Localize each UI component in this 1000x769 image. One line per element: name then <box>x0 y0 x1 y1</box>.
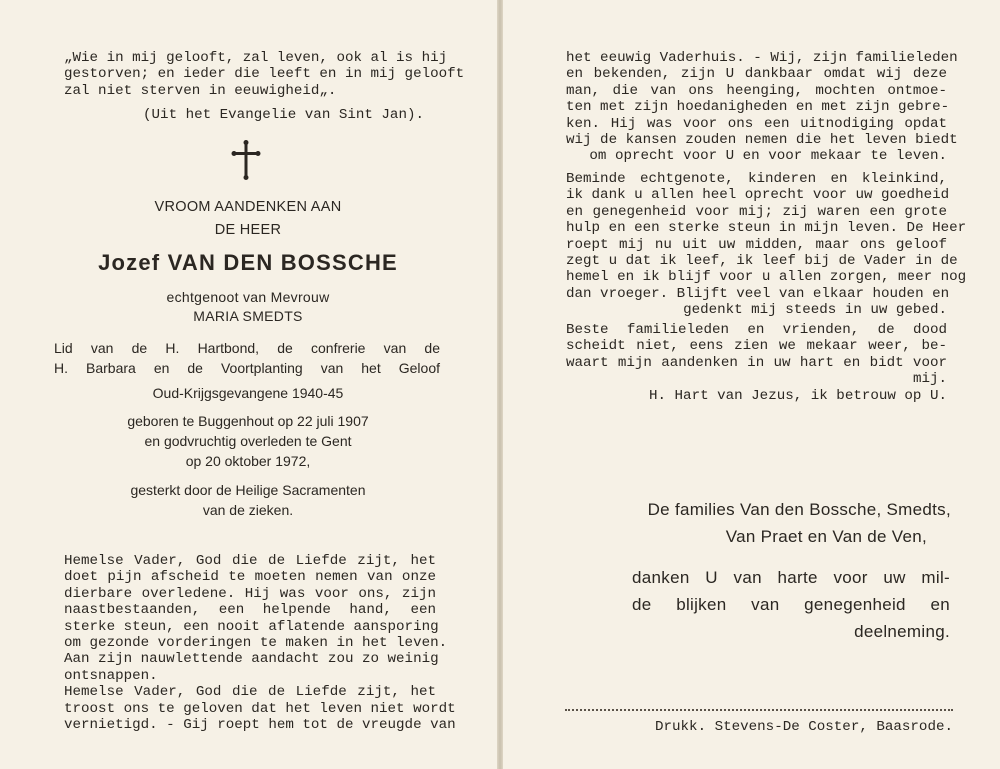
text-line: om oprecht voor U en voor mekaar te leven. <box>589 148 947 165</box>
text-line: hemel en ik blijf voor u allen zorgen, meer nog <box>566 269 967 286</box>
membership-line: H. Barbara en de Voortplanting van het Geloof <box>54 360 440 376</box>
quote-source: (Uit het Evangelie van Sint Jan). <box>143 107 424 123</box>
deceased-name: Jozef VAN DEN BOSSCHE <box>98 250 398 275</box>
prayer-line: troost ons te geloven dat het leven niet wordt <box>64 700 456 717</box>
thanks-text <box>632 564 950 645</box>
text-line: gedenkt mij steeds in uw gebed. <box>683 302 947 319</box>
prayer-line: Hemelse Vader, God die de Liefde zijt, het <box>64 553 436 569</box>
thanks-line: deelneming. <box>854 622 950 641</box>
membership-line: Lid van de H. Hartbond, de confrerie van de <box>54 340 440 356</box>
prayer-line: Aan zijn nauwlettende aandacht zou zo weinig <box>64 651 439 668</box>
dedication-line: DE HEER <box>214 222 282 238</box>
prayer-line: naastbestaanden, een helpende hand, een <box>64 602 436 619</box>
left-page <box>0 0 497 769</box>
prayer-line: dierbare overledene. Hij was voor ons, zijn <box>64 585 436 602</box>
veteran-status: Oud-Krijgsgevangene 1940-45 <box>152 385 344 401</box>
spouse-info <box>60 288 436 326</box>
text-line: Beminde echtgenote, kinderen en kleinkind, <box>566 171 947 187</box>
thanks-line: de blijken van genegenheid en <box>632 595 950 614</box>
sacraments-line: gesterkt door de Heilige Sacramenten <box>130 482 366 498</box>
prayer-line: Hemelse Vader, God die de Liefde zijt, het <box>64 684 436 701</box>
prayer-line: om gezonde vorderingen te maken in het leven. <box>64 635 448 652</box>
text-line: Beste familieleden en vrienden, de dood <box>566 322 947 338</box>
farewell-paragraph <box>566 171 967 319</box>
text-line: ik dank u allen heel oprecht voor uw goedheid <box>566 187 950 204</box>
prayer-line: doet pijn afscheid te moeten nemen van onze <box>64 569 436 586</box>
life-dates <box>60 411 436 471</box>
dates-line: geboren te Buggenhout op 22 juli 1907 <box>127 413 369 429</box>
cross-icon <box>229 140 263 180</box>
text-line: zegt u dat ik leef, ik leef bij de Vader in de <box>566 253 958 270</box>
friends-paragraph <box>566 322 947 388</box>
text-line: scheidt niet, eens zien we mekaar weer, be- <box>566 338 947 355</box>
prayer-text <box>64 553 456 734</box>
quote-line: „Wie in mij gelooft, zal leven, ook al is hij <box>64 50 448 66</box>
gospel-quote <box>64 50 465 99</box>
prayer-line: sterke steun, een nooit aflatende aansporing <box>64 618 439 635</box>
dedication-line: VROOM AANDENKEN AAN <box>154 199 342 215</box>
closing-prayer-line: H. Hart van Jezus, ik betrouw op U. <box>649 388 947 404</box>
text-line: ken. Hij was voor ons een uitnodiging opdat <box>566 115 947 132</box>
text-line: hulp en een sterke steun in mijn leven. De Heer <box>566 220 967 237</box>
dates-line: op 20 oktober 1972, <box>185 453 311 469</box>
closing-prayer <box>566 388 947 404</box>
quote-line: zal niet sterven in eeuwigheid„. <box>64 82 337 99</box>
text-line: dan vroeger. Blijft veel van elkaar houden en <box>566 285 950 302</box>
families-line: Van Praet en Van de Ven, <box>725 527 927 546</box>
sacraments <box>60 480 436 520</box>
text-line: man, die van ons heenging, mochten ontmoe- <box>566 82 947 99</box>
text-line: het eeuwig Vaderhuis. - Wij, zijn familieleden <box>566 50 958 66</box>
text-line: en genegenheid voor mij; zij waren een grote <box>566 203 947 220</box>
dates-line: en godvruchtig overleden te Gent <box>144 433 352 449</box>
spouse-line: echtgenoot van Mevrouw <box>166 289 330 305</box>
dotted-divider <box>565 709 953 711</box>
printer-credit: Drukk. Stevens-De Coster, Baasrode. <box>655 719 953 735</box>
membership-info <box>54 338 440 378</box>
text-line: roept mij nu uit uw midden, maar ons geloof <box>566 236 947 253</box>
text-line: mij. <box>912 371 947 388</box>
right-page <box>503 0 1000 769</box>
spouse-line: MARIA SMEDTS <box>193 308 303 324</box>
prayer-continuation <box>566 50 958 165</box>
prayer-line: vernietigd. - Gij roept hem tot de vreugde van <box>64 717 456 734</box>
text-line: wij de kansen zouden nemen die het leven biedt <box>566 132 958 149</box>
sacraments-line: van de zieken. <box>202 502 294 518</box>
families-line: De families Van den Bossche, Smedts, <box>647 500 951 519</box>
thanks-line: danken U van harte voor uw mil- <box>632 568 950 587</box>
quote-line: gestorven; en ieder die leeft en in mij gelooft <box>64 66 465 83</box>
text-line: en bekenden, zijn U dankbaar omdat wij deze <box>566 66 947 83</box>
prayer-line: ontsnappen. <box>64 667 158 684</box>
dedication <box>60 196 436 242</box>
text-line: waart mijn aandenken in uw hart en bidt voor <box>566 354 947 371</box>
text-line: ten met zijn hoedanigheden en met zijn gebre- <box>566 99 950 116</box>
